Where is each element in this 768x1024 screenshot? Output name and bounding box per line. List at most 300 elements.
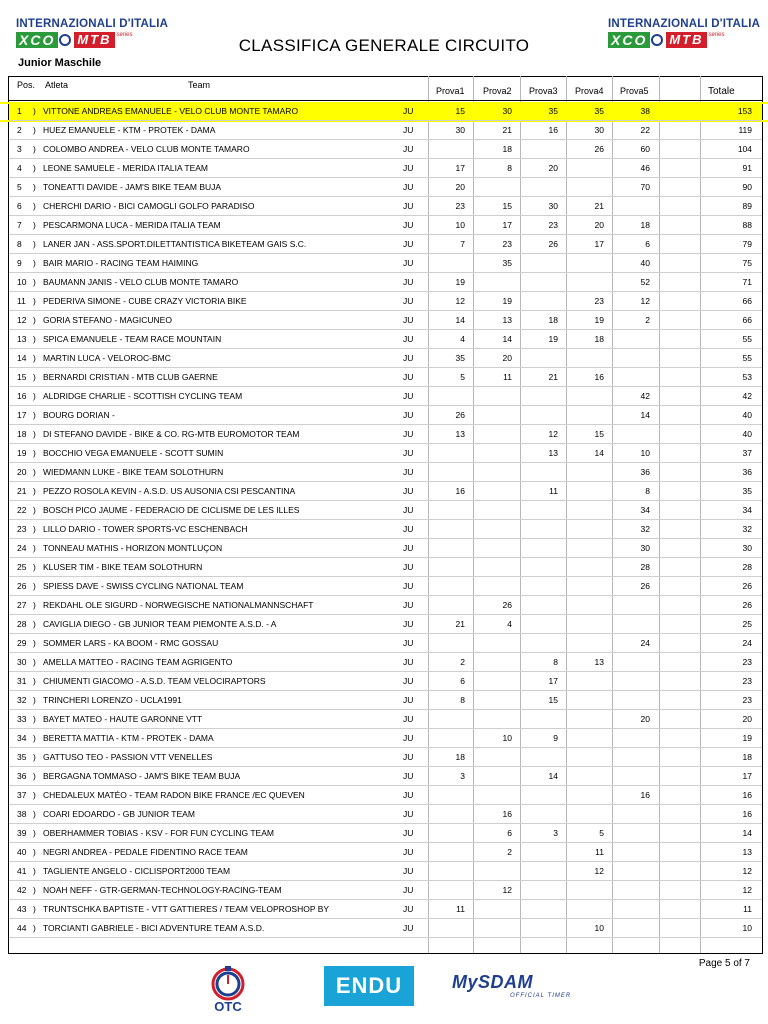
row-paren: ) bbox=[33, 657, 36, 667]
row-athlete-team: CAVIGLIA DIEGO - GB JUNIOR TEAM PIEMONTE A.S.D. - A bbox=[43, 619, 277, 629]
row-category: JU bbox=[403, 562, 414, 572]
row-p5: 22 bbox=[640, 125, 650, 135]
row-paren: ) bbox=[33, 771, 36, 781]
row-position: 42 bbox=[17, 885, 27, 895]
table-row bbox=[9, 900, 762, 919]
row-position: 9 bbox=[17, 258, 22, 268]
row-athlete-team: HUEZ EMANUELE - KTM - PROTEK - DAMA bbox=[43, 125, 216, 135]
row-position: 5 bbox=[17, 182, 22, 192]
row-p4: 30 bbox=[594, 125, 604, 135]
row-athlete-team: PEZZO ROSOLA KEVIN - A.S.D. US AUSONIA CSI PESCANTINA bbox=[43, 486, 296, 496]
row-category: JU bbox=[403, 752, 414, 762]
row-athlete-team: BAUMANN JANIS - VELO CLUB MONTE TAMARO bbox=[43, 277, 239, 287]
row-position: 24 bbox=[17, 543, 27, 553]
row-athlete-team: SOMMER LARS - KA BOOM - RMC GOSSAU bbox=[43, 638, 219, 648]
row-category: JU bbox=[403, 106, 414, 116]
row-category: JU bbox=[403, 182, 414, 192]
row-p1: 21 bbox=[455, 619, 465, 629]
table-row bbox=[9, 368, 762, 387]
row-position: 14 bbox=[17, 353, 27, 363]
row-category: JU bbox=[403, 923, 414, 933]
table-row bbox=[9, 843, 762, 862]
row-total: 24 bbox=[742, 638, 752, 648]
row-p5: 60 bbox=[640, 144, 650, 154]
row-p4: 14 bbox=[594, 448, 604, 458]
mysdam-subtitle: OFFICIAL TIMER bbox=[510, 993, 572, 999]
table-row bbox=[9, 444, 762, 463]
row-p2: 23 bbox=[502, 239, 512, 249]
table-row bbox=[9, 881, 762, 900]
row-p5: 24 bbox=[640, 638, 650, 648]
row-total: 91 bbox=[742, 163, 752, 173]
row-category: JU bbox=[403, 144, 414, 154]
row-athlete-team: BERETTA MATTIA - KTM - PROTEK - DAMA bbox=[43, 733, 214, 743]
row-p5: 8 bbox=[645, 486, 650, 496]
row-p5: 6 bbox=[645, 239, 650, 249]
row-p1: 2 bbox=[460, 657, 465, 667]
table-row bbox=[9, 102, 762, 121]
row-paren: ) bbox=[33, 809, 36, 819]
row-p2: 16 bbox=[502, 809, 512, 819]
table-row bbox=[9, 577, 762, 596]
row-total: 53 bbox=[742, 372, 752, 382]
row-position: 17 bbox=[17, 410, 27, 420]
row-p2: 26 bbox=[502, 600, 512, 610]
row-position: 30 bbox=[17, 657, 27, 667]
row-p4: 16 bbox=[594, 372, 604, 382]
row-position: 4 bbox=[17, 163, 22, 173]
table-row bbox=[9, 748, 762, 767]
row-p1: 4 bbox=[460, 334, 465, 344]
row-category: JU bbox=[403, 733, 414, 743]
table-row bbox=[9, 425, 762, 444]
row-position: 16 bbox=[17, 391, 27, 401]
row-p2: 19 bbox=[502, 296, 512, 306]
header-prova5: Prova5 bbox=[620, 86, 649, 96]
row-athlete-team: BERNARDI CRISTIAN - MTB CLUB GAERNE bbox=[43, 372, 218, 382]
row-position: 13 bbox=[17, 334, 27, 344]
row-p2: 18 bbox=[502, 144, 512, 154]
row-total: 14 bbox=[742, 828, 752, 838]
row-paren: ) bbox=[33, 372, 36, 382]
row-paren: ) bbox=[33, 201, 36, 211]
header-divider bbox=[8, 100, 763, 101]
table-row bbox=[9, 178, 762, 197]
row-total: 79 bbox=[742, 239, 752, 249]
row-p5: 52 bbox=[640, 277, 650, 287]
row-p1: 17 bbox=[455, 163, 465, 173]
table-row bbox=[9, 919, 762, 938]
row-total: 16 bbox=[742, 809, 752, 819]
row-category: JU bbox=[403, 543, 414, 553]
row-athlete-team: BERGAGNA TOMMASO - JAM'S BIKE TEAM BUJA bbox=[43, 771, 241, 781]
row-position: 36 bbox=[17, 771, 27, 781]
row-total: 89 bbox=[742, 201, 752, 211]
row-category: JU bbox=[403, 220, 414, 230]
row-category: JU bbox=[403, 714, 414, 724]
row-athlete-team: BOSCH PICO JAUME - FEDERACIO DE CICLISME DE LES ILLES bbox=[43, 505, 300, 515]
row-category: JU bbox=[403, 885, 414, 895]
row-p5: 40 bbox=[640, 258, 650, 268]
table-row bbox=[9, 254, 762, 273]
row-category: JU bbox=[403, 258, 414, 268]
table-row bbox=[9, 197, 762, 216]
row-paren: ) bbox=[33, 619, 36, 629]
row-paren: ) bbox=[33, 334, 36, 344]
row-category: JU bbox=[403, 429, 414, 439]
table-row bbox=[9, 786, 762, 805]
row-paren: ) bbox=[33, 885, 36, 895]
row-paren: ) bbox=[33, 429, 36, 439]
page-title: CLASSIFICA GENERALE CIRCUITO bbox=[238, 36, 530, 55]
row-paren: ) bbox=[33, 315, 36, 325]
row-category: JU bbox=[403, 486, 414, 496]
row-paren: ) bbox=[33, 714, 36, 724]
table-row bbox=[9, 216, 762, 235]
row-category: JU bbox=[403, 391, 414, 401]
row-category: JU bbox=[403, 524, 414, 534]
row-total: 119 bbox=[738, 125, 752, 135]
row-position: 41 bbox=[17, 866, 27, 876]
table-row bbox=[9, 235, 762, 254]
row-paren: ) bbox=[33, 220, 36, 230]
row-athlete-team: KLUSER TIM - BIKE TEAM SOLOTHURN bbox=[43, 562, 203, 572]
mysdam-logo: MySDAM bbox=[452, 972, 534, 992]
row-p4: 12 bbox=[594, 866, 604, 876]
row-athlete-team: MARTIN LUCA - VELOROC-BMC bbox=[43, 353, 171, 363]
row-p4: 18 bbox=[594, 334, 604, 344]
row-p5: 38 bbox=[640, 106, 650, 116]
row-position: 2 bbox=[17, 125, 22, 135]
row-total: 20 bbox=[742, 714, 752, 724]
row-p3: 14 bbox=[548, 771, 558, 781]
row-position: 27 bbox=[17, 600, 27, 610]
row-athlete-team: BOCCHIO VEGA EMANUELE - SCOTT SUMIN bbox=[43, 448, 224, 458]
row-p3: 13 bbox=[548, 448, 558, 458]
row-athlete-team: TRINCHERI LORENZO - UCLA1991 bbox=[43, 695, 182, 705]
row-athlete-team: PESCARMONA LUCA - MERIDA ITALIA TEAM bbox=[43, 220, 221, 230]
row-p1: 19 bbox=[455, 277, 465, 287]
row-total: 19 bbox=[742, 733, 752, 743]
row-position: 40 bbox=[17, 847, 27, 857]
table-row bbox=[9, 273, 762, 292]
row-p5: 32 bbox=[640, 524, 650, 534]
table-row bbox=[9, 406, 762, 425]
row-category: JU bbox=[403, 315, 414, 325]
table-row bbox=[9, 349, 762, 368]
row-position: 31 bbox=[17, 676, 27, 686]
row-p5: 28 bbox=[640, 562, 650, 572]
row-athlete-team: TORCIANTI GABRIELE - BICI ADVENTURE TEAM A.S.D. bbox=[43, 923, 265, 933]
row-p3: 20 bbox=[548, 163, 558, 173]
header-team: Team bbox=[188, 80, 211, 90]
otc-logo bbox=[198, 964, 258, 1012]
row-total: 55 bbox=[742, 353, 752, 363]
row-paren: ) bbox=[33, 467, 36, 477]
row-athlete-team: LEONE SAMUELE - MERIDA ITALIA TEAM bbox=[43, 163, 209, 173]
logo-title: INTERNAZIONALI D'ITALIA bbox=[16, 18, 169, 30]
header-prova1: Prova1 bbox=[436, 86, 465, 96]
row-p5: 46 bbox=[640, 163, 650, 173]
row-paren: ) bbox=[33, 638, 36, 648]
row-p1: 13 bbox=[455, 429, 465, 439]
row-position: 43 bbox=[17, 904, 27, 914]
table-row bbox=[9, 159, 762, 178]
row-total: 34 bbox=[742, 505, 752, 515]
row-position: 6 bbox=[17, 201, 22, 211]
row-p4: 20 bbox=[594, 220, 604, 230]
row-p3: 26 bbox=[548, 239, 558, 249]
row-total: 25 bbox=[742, 619, 752, 629]
row-p5: 26 bbox=[640, 581, 650, 591]
row-p4: 19 bbox=[594, 315, 604, 325]
row-athlete-team: AMELLA MATTEO - RACING TEAM AGRIGENTO bbox=[43, 657, 233, 667]
row-total: 30 bbox=[742, 543, 752, 553]
logo-mtb: MTB bbox=[74, 32, 114, 48]
row-paren: ) bbox=[33, 676, 36, 686]
logo-series: series bbox=[708, 32, 725, 38]
category-label: Junior Maschile bbox=[18, 57, 102, 69]
row-p2: 10 bbox=[502, 733, 512, 743]
row-p3: 23 bbox=[548, 220, 558, 230]
row-paren: ) bbox=[33, 923, 36, 933]
row-paren: ) bbox=[33, 828, 36, 838]
row-athlete-team: TONNEAU MATHIS - HORIZON MONTLUÇON bbox=[43, 543, 223, 553]
table-row bbox=[9, 520, 762, 539]
row-p1: 23 bbox=[455, 201, 465, 211]
row-p1: 15 bbox=[455, 106, 465, 116]
row-p1: 30 bbox=[455, 125, 465, 135]
row-paren: ) bbox=[33, 391, 36, 401]
row-paren: ) bbox=[33, 543, 36, 553]
row-p2: 30 bbox=[502, 106, 512, 116]
row-athlete-team: LANER JAN - ASS.SPORT.DILETTANTISTICA BIKETEAM GAIS S.C. bbox=[43, 239, 307, 249]
row-athlete-team: CHEDALEUX MATÉO - TEAM RADON BIKE FRANCE /EC QUEVEN bbox=[43, 790, 305, 800]
row-p5: 18 bbox=[640, 220, 650, 230]
row-p1: 14 bbox=[455, 315, 465, 325]
logo-xco: XCO bbox=[16, 32, 58, 48]
row-position: 34 bbox=[17, 733, 27, 743]
row-position: 15 bbox=[17, 372, 27, 382]
row-paren: ) bbox=[33, 106, 36, 116]
row-category: JU bbox=[403, 353, 414, 363]
row-category: JU bbox=[403, 695, 414, 705]
row-athlete-team: WIEDMANN LUKE - BIKE TEAM SOLOTHURN bbox=[43, 467, 224, 477]
row-position: 32 bbox=[17, 695, 27, 705]
row-total: 66 bbox=[742, 315, 752, 325]
table-row bbox=[9, 330, 762, 349]
row-paren: ) bbox=[33, 790, 36, 800]
row-athlete-team: TRUNTSCHKA BAPTISTE - VTT GATTIERES / TEAM VELOPROSHOP BY bbox=[43, 904, 330, 914]
page-number: Page 5 of 7 bbox=[698, 958, 750, 969]
logo-xco: XCO bbox=[608, 32, 650, 48]
row-paren: ) bbox=[33, 866, 36, 876]
row-position: 7 bbox=[17, 220, 22, 230]
row-p2: 14 bbox=[502, 334, 512, 344]
logo-mtb: MTB bbox=[666, 32, 706, 48]
endu-logo: ENDU bbox=[324, 966, 414, 1006]
row-p3: 18 bbox=[548, 315, 558, 325]
row-p5: 42 bbox=[640, 391, 650, 401]
row-p2: 6 bbox=[507, 828, 512, 838]
table-row bbox=[9, 767, 762, 786]
table-row bbox=[9, 292, 762, 311]
row-category: JU bbox=[403, 505, 414, 515]
row-p3: 30 bbox=[548, 201, 558, 211]
row-p4: 5 bbox=[599, 828, 604, 838]
row-category: JU bbox=[403, 790, 414, 800]
row-p5: 34 bbox=[640, 505, 650, 515]
row-category: JU bbox=[403, 904, 414, 914]
row-p5: 36 bbox=[640, 467, 650, 477]
row-category: JU bbox=[403, 410, 414, 420]
row-p3: 15 bbox=[548, 695, 558, 705]
table-row bbox=[9, 634, 762, 653]
row-p5: 20 bbox=[640, 714, 650, 724]
row-position: 21 bbox=[17, 486, 27, 496]
row-position: 29 bbox=[17, 638, 27, 648]
row-position: 44 bbox=[17, 923, 27, 933]
row-paren: ) bbox=[33, 752, 36, 762]
row-athlete-team: LILLO DARIO - TOWER SPORTS-VC ESCHENBACH bbox=[43, 524, 248, 534]
table-row bbox=[9, 539, 762, 558]
row-p5: 2 bbox=[645, 315, 650, 325]
row-position: 39 bbox=[17, 828, 27, 838]
row-total: 71 bbox=[742, 277, 752, 287]
row-p1: 11 bbox=[456, 904, 465, 914]
row-p2: 21 bbox=[502, 125, 512, 135]
row-total: 17 bbox=[742, 771, 752, 781]
row-athlete-team: CHIUMENTI GIACOMO - A.S.D. TEAM VELOCIRAPTORS bbox=[43, 676, 266, 686]
row-p1: 6 bbox=[460, 676, 465, 686]
row-paren: ) bbox=[33, 733, 36, 743]
row-category: JU bbox=[403, 657, 414, 667]
row-p1: 3 bbox=[460, 771, 465, 781]
row-paren: ) bbox=[33, 505, 36, 515]
row-p5: 30 bbox=[640, 543, 650, 553]
row-paren: ) bbox=[33, 847, 36, 857]
row-p5: 14 bbox=[640, 410, 650, 420]
row-total: 13 bbox=[742, 847, 752, 857]
table-row bbox=[9, 387, 762, 406]
row-total: 36 bbox=[742, 467, 752, 477]
row-category: JU bbox=[403, 866, 414, 876]
row-total: 37 bbox=[742, 448, 752, 458]
row-paren: ) bbox=[33, 296, 36, 306]
row-paren: ) bbox=[33, 486, 36, 496]
row-p4: 26 bbox=[594, 144, 604, 154]
row-total: 10 bbox=[742, 923, 752, 933]
row-athlete-team: TAGLIENTE ANGELO - CICLISPORT2000 TEAM bbox=[43, 866, 231, 876]
table-row bbox=[9, 482, 762, 501]
row-paren: ) bbox=[33, 410, 36, 420]
row-total: 26 bbox=[742, 581, 752, 591]
row-total: 90 bbox=[742, 182, 752, 192]
row-p1: 35 bbox=[455, 353, 465, 363]
row-p2: 35 bbox=[502, 258, 512, 268]
row-p3: 35 bbox=[548, 106, 558, 116]
row-paren: ) bbox=[33, 562, 36, 572]
row-total: 16 bbox=[742, 790, 752, 800]
row-total: 18 bbox=[742, 752, 752, 762]
row-p1: 20 bbox=[455, 182, 465, 192]
row-p4: 10 bbox=[594, 923, 604, 933]
row-athlete-team: ALDRIDGE CHARLIE - SCOTTISH CYCLING TEAM bbox=[43, 391, 243, 401]
row-position: 28 bbox=[17, 619, 27, 629]
row-p3: 17 bbox=[548, 676, 558, 686]
row-p1: 10 bbox=[455, 220, 465, 230]
row-total: 32 bbox=[742, 524, 752, 534]
row-total: 66 bbox=[742, 296, 752, 306]
row-divider bbox=[9, 937, 762, 938]
row-position: 3 bbox=[17, 144, 22, 154]
row-category: JU bbox=[403, 581, 414, 591]
table-row bbox=[9, 729, 762, 748]
row-total: 153 bbox=[737, 106, 752, 116]
row-total: 23 bbox=[742, 676, 752, 686]
row-athlete-team: OBERHAMMER TOBIAS - KSV - FOR FUN CYCLING TEAM bbox=[43, 828, 274, 838]
row-position: 25 bbox=[17, 562, 27, 572]
row-p2: 17 bbox=[502, 220, 512, 230]
row-category: JU bbox=[403, 448, 414, 458]
row-position: 12 bbox=[17, 315, 27, 325]
row-paren: ) bbox=[33, 144, 36, 154]
header-total: Totale bbox=[708, 86, 735, 97]
row-p4: 35 bbox=[594, 106, 604, 116]
row-athlete-team: SPIESS DAVE - SWISS CYCLING NATIONAL TEAM bbox=[43, 581, 244, 591]
row-p3: 8 bbox=[553, 657, 558, 667]
row-total: 26 bbox=[742, 600, 752, 610]
row-p4: 15 bbox=[594, 429, 604, 439]
row-p3: 11 bbox=[549, 486, 558, 496]
table-row bbox=[9, 691, 762, 710]
row-p5: 16 bbox=[640, 790, 650, 800]
row-category: JU bbox=[403, 239, 414, 249]
row-position: 33 bbox=[17, 714, 27, 724]
row-p1: 12 bbox=[455, 296, 465, 306]
row-total: 28 bbox=[742, 562, 752, 572]
row-category: JU bbox=[403, 334, 414, 344]
row-p2: 8 bbox=[507, 163, 512, 173]
table-row bbox=[9, 596, 762, 615]
row-position: 22 bbox=[17, 505, 27, 515]
row-athlete-team: NEGRI ANDREA - PEDALE FIDENTINO RACE TEAM bbox=[43, 847, 248, 857]
row-athlete-team: COARI EDOARDO - GB JUNIOR TEAM bbox=[43, 809, 195, 819]
table-row bbox=[9, 121, 762, 140]
row-paren: ) bbox=[33, 448, 36, 458]
row-category: JU bbox=[403, 163, 414, 173]
table-row bbox=[9, 140, 762, 159]
header-pos: Pos. bbox=[17, 80, 36, 90]
row-category: JU bbox=[403, 619, 414, 629]
row-position: 35 bbox=[17, 752, 27, 762]
row-position: 23 bbox=[17, 524, 27, 534]
row-athlete-team: VITTONE ANDREAS EMANUELE - VELO CLUB MONTE TAMARO bbox=[43, 106, 299, 116]
row-athlete-team: SPICA EMANUELE - TEAM RACE MOUNTAIN bbox=[43, 334, 222, 344]
row-athlete-team: REKDAHL OLE SIGURD - NORWEGISCHE NATIONALMANNSCHAFT bbox=[43, 600, 314, 610]
row-p5: 10 bbox=[640, 448, 650, 458]
header-prova2: Prova2 bbox=[483, 86, 512, 96]
row-paren: ) bbox=[33, 163, 36, 173]
row-total: 88 bbox=[742, 220, 752, 230]
row-paren: ) bbox=[33, 600, 36, 610]
row-athlete-team: BAIR MARIO - RACING TEAM HAIMING bbox=[43, 258, 199, 268]
table-row bbox=[9, 710, 762, 729]
row-p1: 7 bbox=[460, 239, 465, 249]
row-paren: ) bbox=[33, 182, 36, 192]
row-total: 40 bbox=[742, 429, 752, 439]
row-paren: ) bbox=[33, 695, 36, 705]
